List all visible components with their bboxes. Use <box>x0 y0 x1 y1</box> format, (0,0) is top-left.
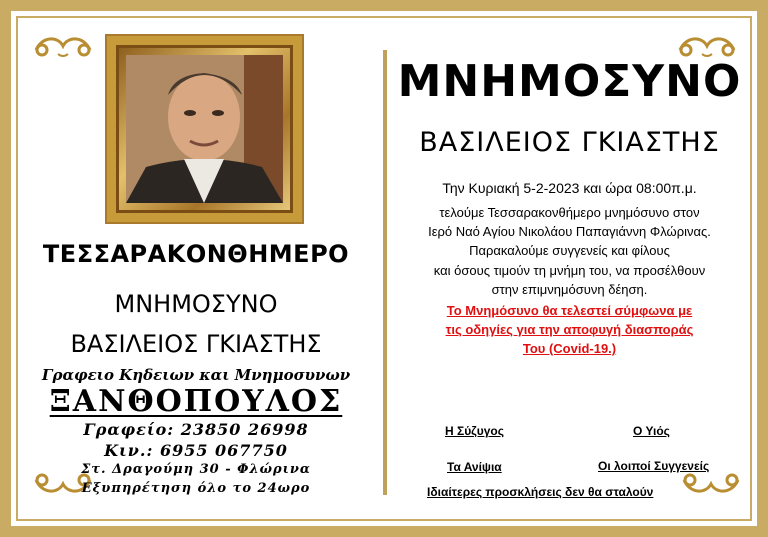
right-title: ΜΝΗΜΟΣΥΝΟ <box>397 56 742 107</box>
signature-spouse: Η Σύζυγος <box>445 424 504 438</box>
signature-nieces: Τα Ανίψια <box>447 460 502 474</box>
covid-notice-line: Του (Covid-19.) <box>522 341 617 356</box>
announcement-line: Την Κυριακή 5-2-2023 και ώρα 08:00π.μ. <box>442 180 697 196</box>
funeral-office-brand: ΞΑΝΘΟΠΟΥΛΟΣ <box>49 384 343 419</box>
announcement-line: Ιερό Ναό Αγίου Νικολάου Παπαγιάννη Φλώρινας. <box>428 224 711 239</box>
office-address: Στ. Δραγούμη 30 - Φλώρινα <box>81 462 311 477</box>
column-divider <box>383 50 387 495</box>
scroll-ornament-icon <box>32 32 94 60</box>
announcement-line: τελούμε Τεσσαρακονθήμερο μνημόσυνο στον <box>439 205 700 220</box>
scroll-ornament-icon <box>680 470 742 498</box>
office-phone: Γραφείο: 23850 26998 <box>83 420 309 439</box>
left-deceased-name: ΒΑΣΙΛΕΙΟΣ ΓΚΙΑΣΤΗΣ <box>70 330 322 358</box>
portrait-photo <box>126 55 283 203</box>
service-hours: Εξυπηρέτηση όλο το 24ωρο <box>81 481 311 496</box>
mobile-phone: Κιν.: 6955 067750 <box>104 441 288 460</box>
no-invitations-note: Ιδιαίτερες προσκλήσεις δεν θα σταλούν <box>427 485 654 499</box>
covid-notice-line: Το Μνημόσυνο θα τελεστεί σύμφωνα με <box>446 303 693 318</box>
signature-son: Ο Υιός <box>633 424 670 438</box>
announcement-line: Παρακαλούμε συγγενείς και φίλους <box>469 243 670 258</box>
funeral-office-label: Γραφειο Κηδειων και Μνημοσυνων <box>41 366 351 384</box>
right-deceased-name: ΒΑΣΙΛΕΙΟΣ ΓΚΙΑΣΤΗΣ <box>419 127 720 158</box>
announcement-line: και όσους τιμούν τη μνήμη του, να προσέλθουν <box>433 263 706 278</box>
portrait-frame <box>107 36 302 222</box>
left-subtitle: ΜΝΗΜΟΣΥΝΟ <box>114 290 278 318</box>
covid-notice-line: τις οδηγίες για την αποφυγή διασποράς <box>445 322 694 337</box>
left-title: ΤΕΣΣΑΡΑΚΟΝΘΗΜΕΡΟ <box>42 240 350 268</box>
signature-relatives: Οι λοιποί Συγγενείς <box>598 459 710 473</box>
announcement-line: στην επιμνημόσυνη δέηση. <box>491 282 648 297</box>
